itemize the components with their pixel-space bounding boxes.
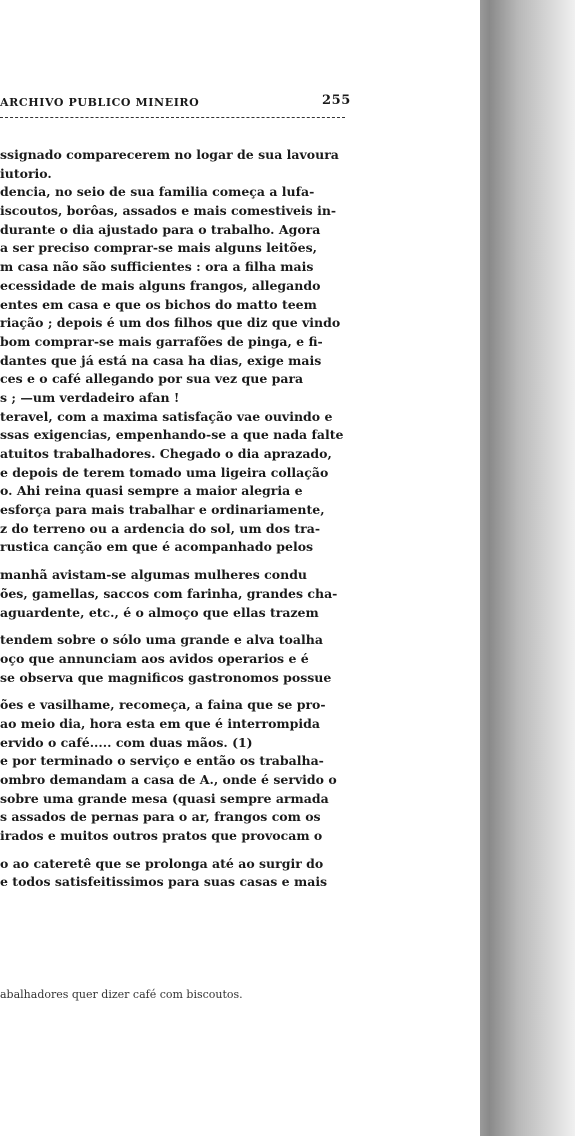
text-line: e por terminado o serviço e então os trabalha- bbox=[0, 753, 324, 769]
text-line: ces e o café allegando por sua vez que para bbox=[0, 371, 304, 387]
text-line: ssas exigencias, empenhando-se a que nada falte bbox=[0, 427, 344, 443]
text-line: oço que annunciam aos avidos operarios e é bbox=[0, 650, 309, 666]
paragraph-gap bbox=[0, 557, 355, 566]
text-line: aguardente, etc., é o almoço que ellas trazem bbox=[0, 604, 319, 620]
text-line: tendem sobre o sólo uma grande e alva toalha bbox=[0, 632, 323, 648]
text-line: ombro demandam a casa de A., onde é servido o bbox=[0, 772, 337, 787]
text-line: sobre uma grande mesa (quasi sempre armada bbox=[0, 790, 329, 806]
text-line: dencia, no seio de sua familia começa a lufa- bbox=[0, 184, 315, 200]
text-line: o ao cateretê que se prolonga até ao surgir do bbox=[0, 855, 324, 871]
text-line: iscoutos, borôas, assados e mais comestiveis in- bbox=[0, 203, 337, 219]
text-line: durante o dia ajustado para o trabalho. Agora bbox=[0, 221, 321, 237]
text-line: atuitos trabalhadores. Chegado o dia aprazado, bbox=[0, 446, 332, 461]
scan-margin-shadow bbox=[480, 0, 575, 1136]
text-line: s assados de pernas para o ar, frangos com os bbox=[0, 809, 321, 825]
text-line: ões, gamellas, saccos com farinha, grandes cha- bbox=[0, 585, 338, 601]
text-line: o. Ahi reina quasi sempre a maior alegria e bbox=[0, 483, 303, 499]
text-line: ssignado comparecerem no logar de sua lavoura bbox=[0, 147, 339, 162]
text-line: ões e vasilhame, recomeça, a faina que se pro- bbox=[0, 697, 326, 713]
text-line: rustica canção em que é acompanhado pelos bbox=[0, 539, 314, 555]
text-line: ecessidade de mais alguns frangos, allegando bbox=[0, 277, 321, 293]
text-line: bom comprar-se mais garrafões de pinga, e fi- bbox=[0, 333, 323, 349]
text-line: e todos satisfeitissimos para suas casas e mais bbox=[0, 874, 328, 890]
text-line: ervido o café..... com duas mãos. (1) bbox=[0, 734, 253, 750]
header-rule bbox=[0, 117, 345, 118]
page-header bbox=[0, 93, 351, 114]
footnote: abalhadores quer dizer café com biscoutos. bbox=[0, 988, 243, 1001]
text-line: teravel, com a maxima satisfação vae ouvindo e bbox=[0, 408, 333, 424]
text-line: entes em casa e que os bichos do matto teem bbox=[0, 296, 317, 312]
text-line: irados e muitos outros pratos que provocam o bbox=[0, 828, 323, 844]
text-line: manhã avistam-se algumas mulheres condu bbox=[0, 567, 308, 583]
text-line: se observa que magnificos gastronomos possue bbox=[0, 669, 332, 685]
text-line: esforça para mais trabalhar e ordinariamente, bbox=[0, 502, 325, 518]
paragraph-gap bbox=[0, 687, 355, 696]
running-title: ARCHIVO PUBLICO MINEIRO bbox=[0, 96, 200, 109]
text-line: dantes que já está na casa ha dias, exige mais bbox=[0, 352, 322, 368]
text-line: e depois de terem tomado uma ligeira collação bbox=[0, 464, 329, 480]
body-text bbox=[0, 146, 355, 892]
page-number: 255 bbox=[322, 93, 351, 108]
text-line: iutorio. bbox=[0, 165, 52, 181]
paragraph-gap bbox=[0, 846, 355, 855]
text-line: m casa não são sufficientes : ora a filha mais bbox=[0, 259, 314, 275]
paragraph-gap bbox=[0, 622, 355, 631]
text-line: z do terreno ou a ardencia do sol, um dos tra- bbox=[0, 520, 321, 536]
text-line: a ser preciso comprar-se mais alguns leitões, bbox=[0, 240, 317, 256]
text-line: s ; —um verdadeiro afan ! bbox=[0, 389, 180, 405]
text-line: ao meio dia, hora esta em que é interrompida bbox=[0, 715, 320, 731]
text-line: riação ; depois é um dos filhos que diz que vindo bbox=[0, 315, 341, 331]
